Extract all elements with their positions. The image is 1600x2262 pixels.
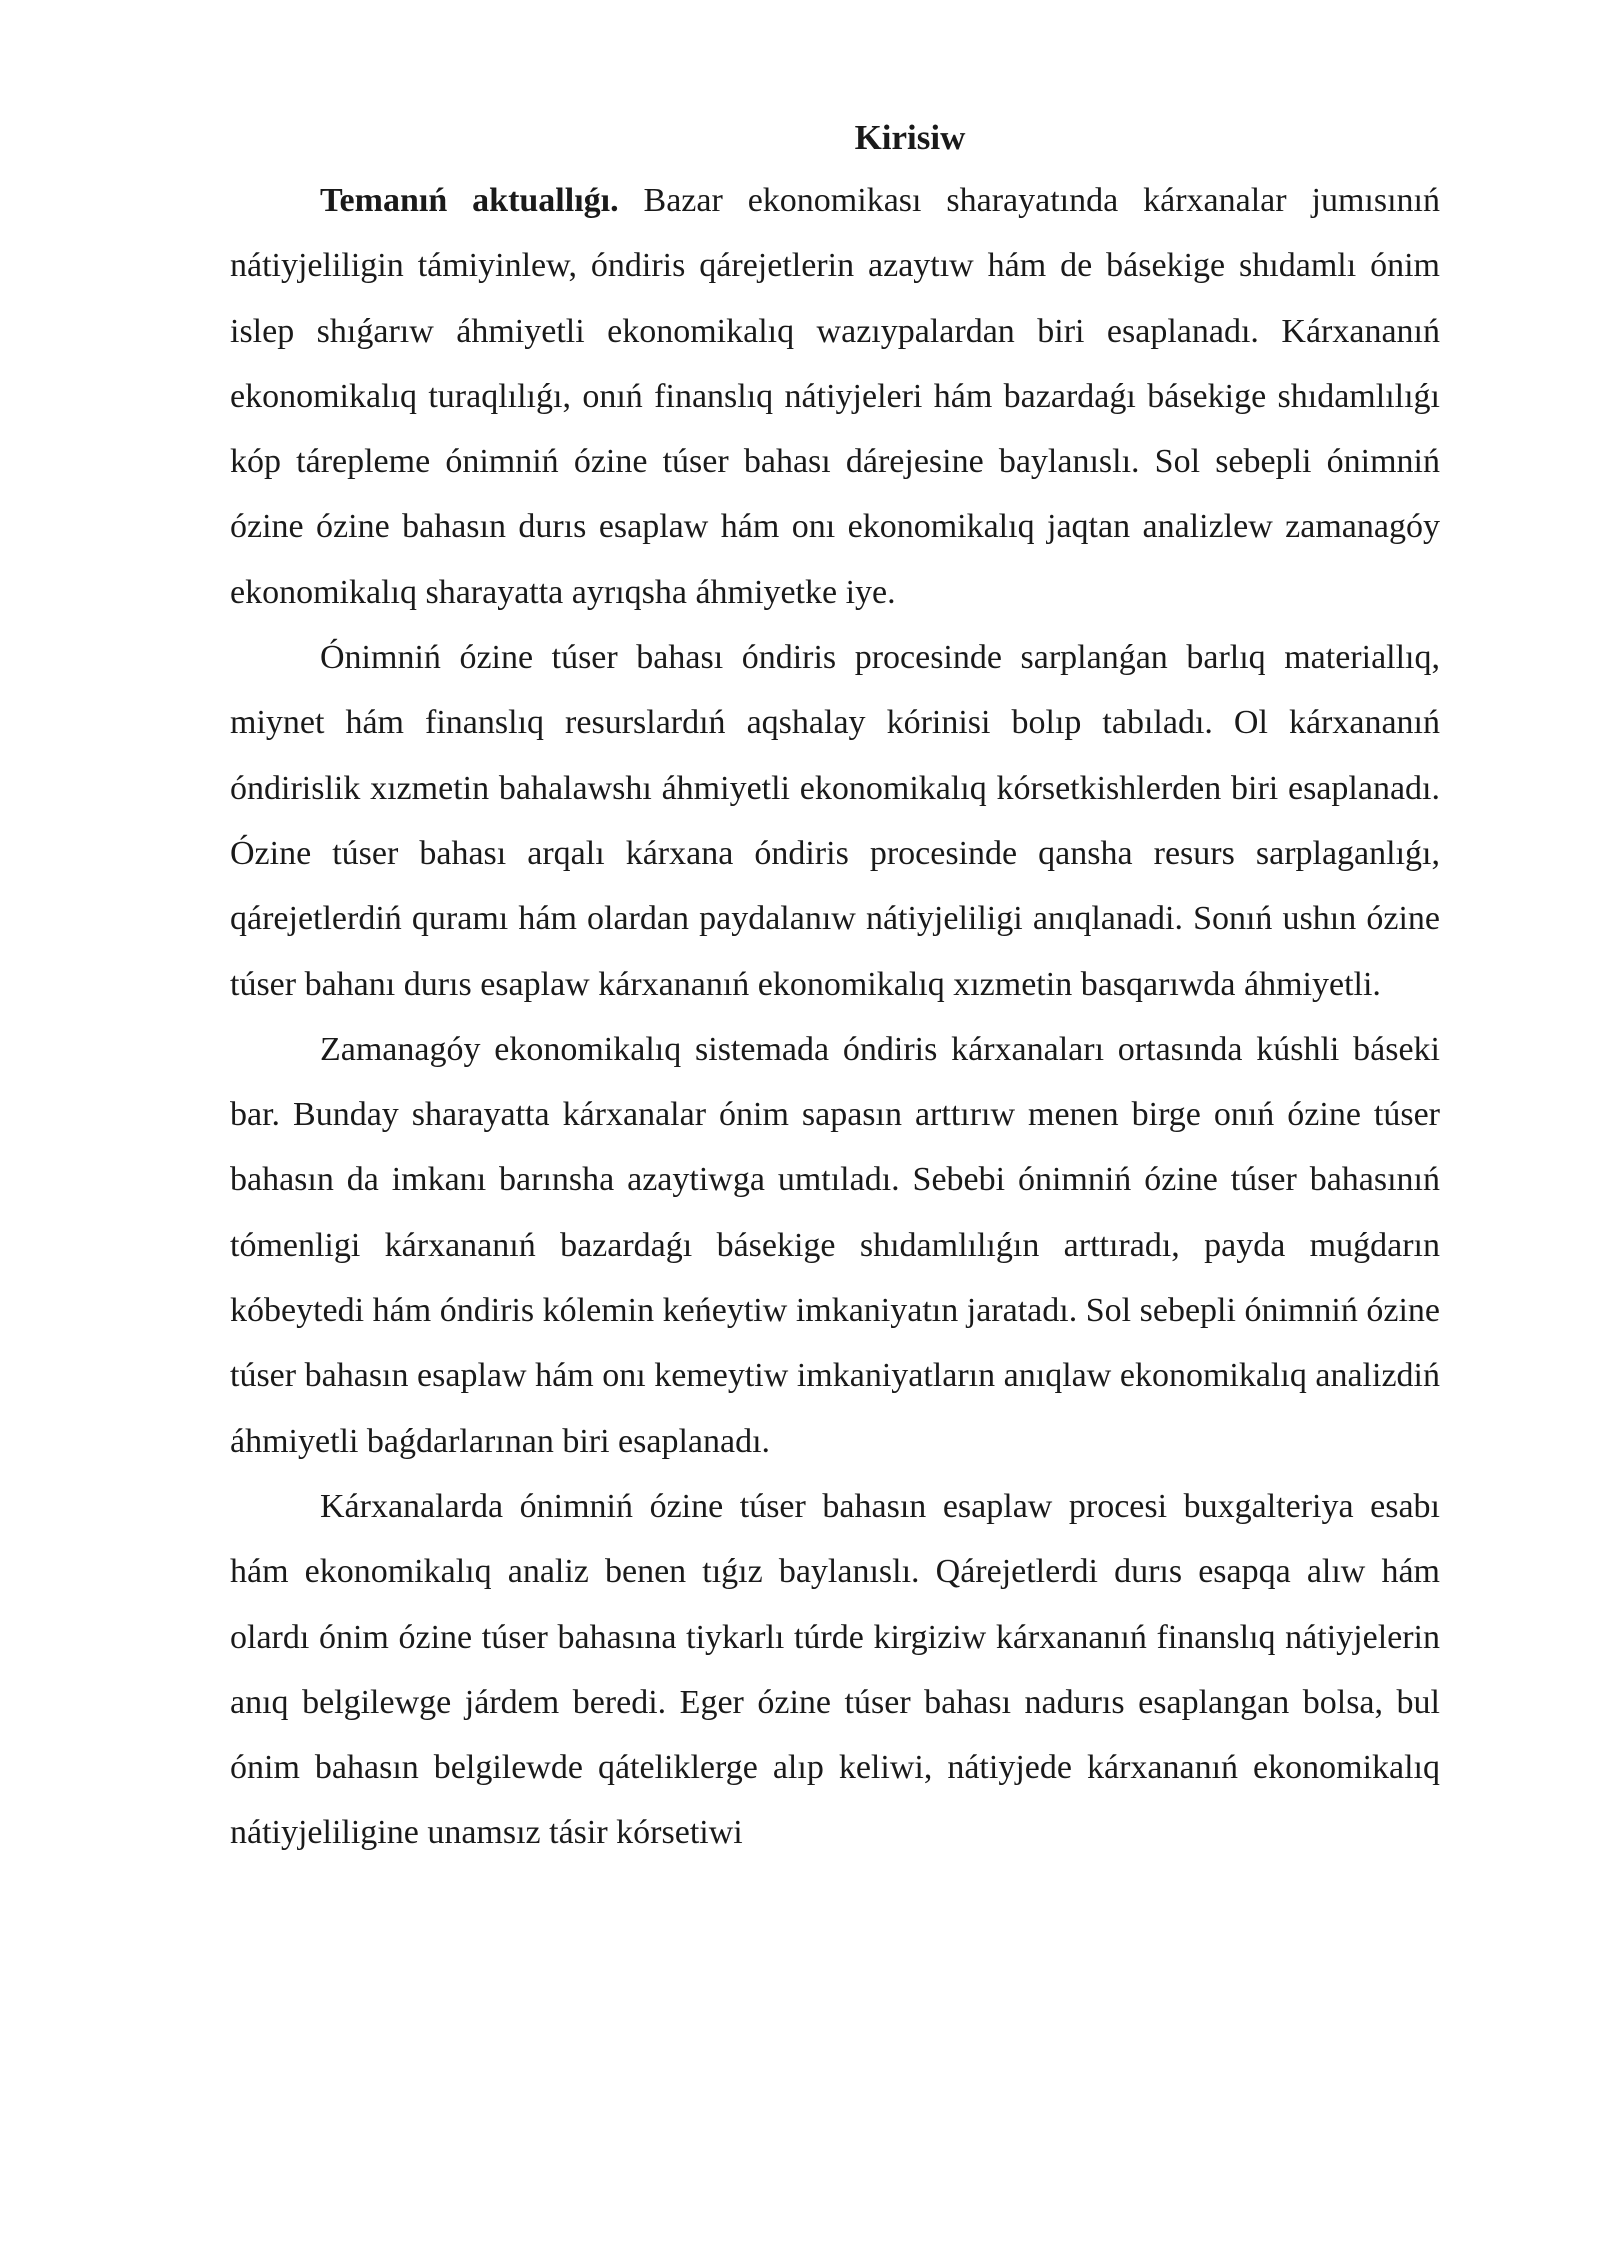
paragraph-competition bbox=[230, 1017, 1440, 1474]
document-title: Kirisiw bbox=[854, 118, 966, 157]
paragraph-text: Kárxanalarda ónimniń ózine túser bahasın esaplaw procesi buxgalteriya esabı hám ekonomikalıq analiz benen tıǵız baylanıslı. Qárejetlerdi durıs esapqa alıw hám olardı ónim ózine túser bahasına tiykarlı túrde kirgiziw kárxananıń finanslıq nátiyjelerin anıq belgilewge járdem beredi. Eger ózine túser bahası nadurıs esaplangan bolsa, bul ónim bahasın belgilewde qáteliklerge alıp keliwi, nátiyjede kárxananıń ekonomikalıq nátiyjeliligine unamsız tásir kórsetiwi bbox=[230, 1487, 1440, 1852]
paragraph-text: Bazar ekonomikası sharayatında kárxanalar jumısınıń nátiyjeliligin támiyinlew, óndiris qárejetlerin azaytıw hám de básekige shıdamlı ónim islep shıǵarıw áhmiyetli ekonomikalıq wazıypalardan biri esaplanadı. Kárxananıń ekonomikalıq turaqlılıǵı, onıń finanslıq nátiyjeleri hám bazardaǵı básekige shıdamlılıǵı kóp tárepleme ónimniń ózine túser bahası dárejesine baylanıslı. Sol sebepli ónimniń ózine ózine bahasın durıs esaplaw hám onı ekonomikalıq jaqtan analizlew zamanagóy ekonomikalıq sharayatta ayrıqsha áhmiyetke iye. bbox=[230, 182, 1440, 611]
paragraph-text: Ónimniń ózine túser bahası óndiris procesinde sarplanǵan barlıq materiallıq, miynet hám finanslıq resurslardıń aqshalay kórinisi bolıp tabıladı. Ol kárxananıń óndirislik xızmetin bahalawshı áhmiyetli ekonomikalıq kórsetkishlerden biri esaplanadı. Ózine túser bahası arqalı kárxana óndiris procesinde qansha resurs sarplaganlıǵı, qárejetlerdiń quramı hám olardan paydalanıw nátiyjeliligi anıqlanadi. Sonıń ushın ózine túser bahanı durıs esaplaw kárxananıń ekonomikalıq xızmetin basqarıwda áhmiyetli. bbox=[230, 639, 1440, 1003]
paragraph-cost-definition bbox=[230, 625, 1440, 1017]
document-body bbox=[230, 108, 1440, 1866]
paragraph-accounting bbox=[230, 1474, 1440, 1866]
paragraph-text: Zamanagóy ekonomikalıq sistemada óndiris kárxanaları ortasında kúshli báseki bar. Bunday sharayatta kárxanalar ónim sapasın arttırıw menen birge onıń ózine túser bahasın da imkanı barınsha azaytiwga umtıladı. Sebebi ónimniń ózine túser bahasınıń tómenligi kárxananıń bazardaǵı básekige shıdamlılıǵın arttıradı, payda muǵdarın kóbeytedi hám óndiris kólemin keńeytiw imkaniyatın jaratadı. Sol sebepli ónimniń ózine túser bahasın esaplaw hám onı kemeytiw imkaniyatların anıqlaw ekonomikalıq analizdiń áhmiyetli baǵdarlarınan biri esaplanadı. bbox=[230, 1030, 1440, 1460]
paragraph-lead: Temanıń aktuallıǵı. bbox=[320, 182, 619, 219]
paragraph-relevance bbox=[230, 168, 1440, 625]
